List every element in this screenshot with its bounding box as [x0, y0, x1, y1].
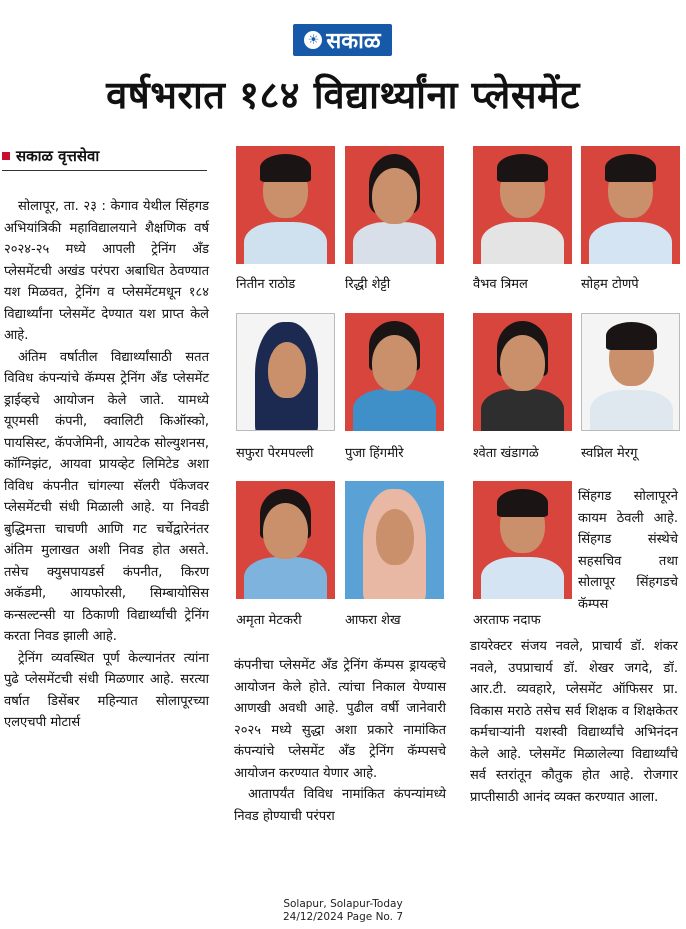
student-name: पुजा हिंगमीरे	[345, 446, 404, 461]
paragraph: ट्रेनिंग व्यवस्थित पूर्ण केल्यानंतर त्यांना पुढे प्लेसमेंटची संधी मिळणार आहे. सरत्या वर्षात डिसेंबर महिन्यात सोलापूरच्या एलएचपी मोटार्स	[4, 650, 209, 730]
article-column-3	[470, 636, 678, 808]
article-column-3-wrap: सिंहगड सोलापूरने कायम ठेवली आहे. सिंहगड संस्थेचे सहसचिव तथा सोलापूर सिंहगडचे कॅम्पस	[578, 489, 678, 612]
footer-edition: Solapur, Solapur-Today	[283, 898, 403, 910]
footer-date-page: 24/12/2024 Page No. 7	[282, 911, 404, 923]
byline-marker-icon	[2, 152, 10, 160]
student-photo	[473, 146, 572, 264]
article-column-2	[234, 655, 446, 827]
student-photo	[581, 313, 680, 431]
student-photo	[345, 313, 444, 431]
student-name: रिद्धी शेट्टी	[345, 277, 391, 292]
sakal-emblem-icon: ☀	[304, 31, 322, 49]
student-name: सफुरा पेरमपल्ली	[236, 446, 314, 461]
student-photo	[236, 146, 335, 264]
student-photo	[345, 146, 444, 264]
paragraph: अंतिम वर्षातील विद्यार्थ्यांसाठी सतत विविध कंपन्यांचे कॅम्पस ट्रेनिंग अँड प्लेसमेंट ड्राईव्हचे आयोजन केले जाते. यामध्ये यूएमसी कंपनी, क्वालिटी किऑस्को, पायसिस्ट, कॅपजेमिनी, आयटेक सोल्युशनस, कॉग्निझंट, आयवा प्रायव्हेट लिमिटेड अशा विविध कंपनीत चांगल्या सॅलरी पॅकेजवर प्लेसमेंटची संधी मिळाली आहे. या निवडी बुद्धिमत्ता चाचणी आणि गट चर्चेद्वारेनंतर अंतिम मुलाखत अशी निवड होत असते. तसेच क्युसपायडर्स कंपनीत, किरण अकॅडमी, आयफोरसी, सिम्बायोसिस कन्सल्टन्सी या ठिकाणी विद्यार्थ्यांची ट्रेनिंग करता निवड झाली आहे.	[4, 349, 209, 644]
student-name: आफरा शेख	[345, 613, 401, 628]
student-photo	[473, 481, 572, 599]
student-photo	[473, 313, 572, 431]
student-name: श्वेता खंडागळे	[473, 446, 539, 461]
student-name: वैभव त्रिमल	[473, 277, 528, 292]
student-name: अमृता मेटकरी	[236, 613, 302, 628]
sakal-logo	[293, 24, 392, 56]
paragraph: सोलापूर, ता. २३ : केगाव येथील सिंहगड अभियांत्रिकी महाविद्यालयाने शैक्षणिक वर्ष २०२४-२५ मध्ये आपली ट्रेनिंग अँड प्लेसमेंटची अखंड परंपरा अबाधित ठेवण्यात यश मिळवत, ट्रेनिंग व प्लेसमेंटमधून १८४ विद्यार्थ्यांना प्लेसमेंट देण्यात यश प्राप्त केले आहे.	[4, 199, 209, 343]
student-name: नितीन राठोड	[236, 277, 296, 292]
byline-text: सकाळ वृत्तसेवा	[16, 147, 100, 165]
paragraph: आतापर्यंत विविध नामांकित कंपन्यांमध्ये निवड होण्याची परंपरा	[234, 787, 446, 824]
byline	[2, 146, 207, 166]
student-photo	[581, 146, 680, 264]
headline: वर्षभरात १८४ विद्यार्थ्यांना प्लेसमेंट	[106, 73, 580, 117]
student-photo	[236, 481, 335, 599]
student-name: सोहम टोणपे	[581, 277, 639, 292]
student-photo	[236, 313, 335, 431]
logo-text: सकाळ	[326, 29, 381, 54]
article-column-1	[4, 196, 209, 734]
student-photo	[345, 481, 444, 599]
byline-divider	[2, 170, 207, 171]
student-name: अरताफ नदाफ	[473, 613, 541, 628]
page-footer	[0, 898, 686, 924]
student-name: स्वप्निल मेरगू	[581, 446, 638, 461]
paragraph: डायरेक्टर संजय नवले, प्राचार्य डॉ. शंकर नवले, उपप्राचार्य डॉ. शेखर जगदे, डॉ. आर.टी. व्यवहारे, प्लेसमेंट ऑफिसर प्रा. विकास मराठे तसेच सर्व शिक्षक व शिक्षकेतर कर्मचाऱ्यांनी यशस्वी विद्यार्थ्यांचे अभिनंदन केले आहे. प्लेसमेंट मिळालेल्या विद्यार्थ्यांचे सर्व स्तरांतून कौतुक होत आहे. रोजगार प्राप्तीसाठी आनंद व्यक्त करण्यात आला.	[470, 639, 678, 805]
paragraph: कंपनीचा प्लेसमेंट अँड ट्रेनिंग कॅम्पस ड्रायव्हचे आयोजन केले होते. त्यांचा निकाल येण्यास आणखी अवधी आहे. पुढील वर्षी जानेवारी २०२५ मध्ये सुद्धा अशा प्रकारे नामांकित कंपन्यांचे प्लेसमेंट अँड ट्रेनिंग कॅम्पसचे आयोजन करण्यात येणार आहे.	[234, 658, 446, 781]
